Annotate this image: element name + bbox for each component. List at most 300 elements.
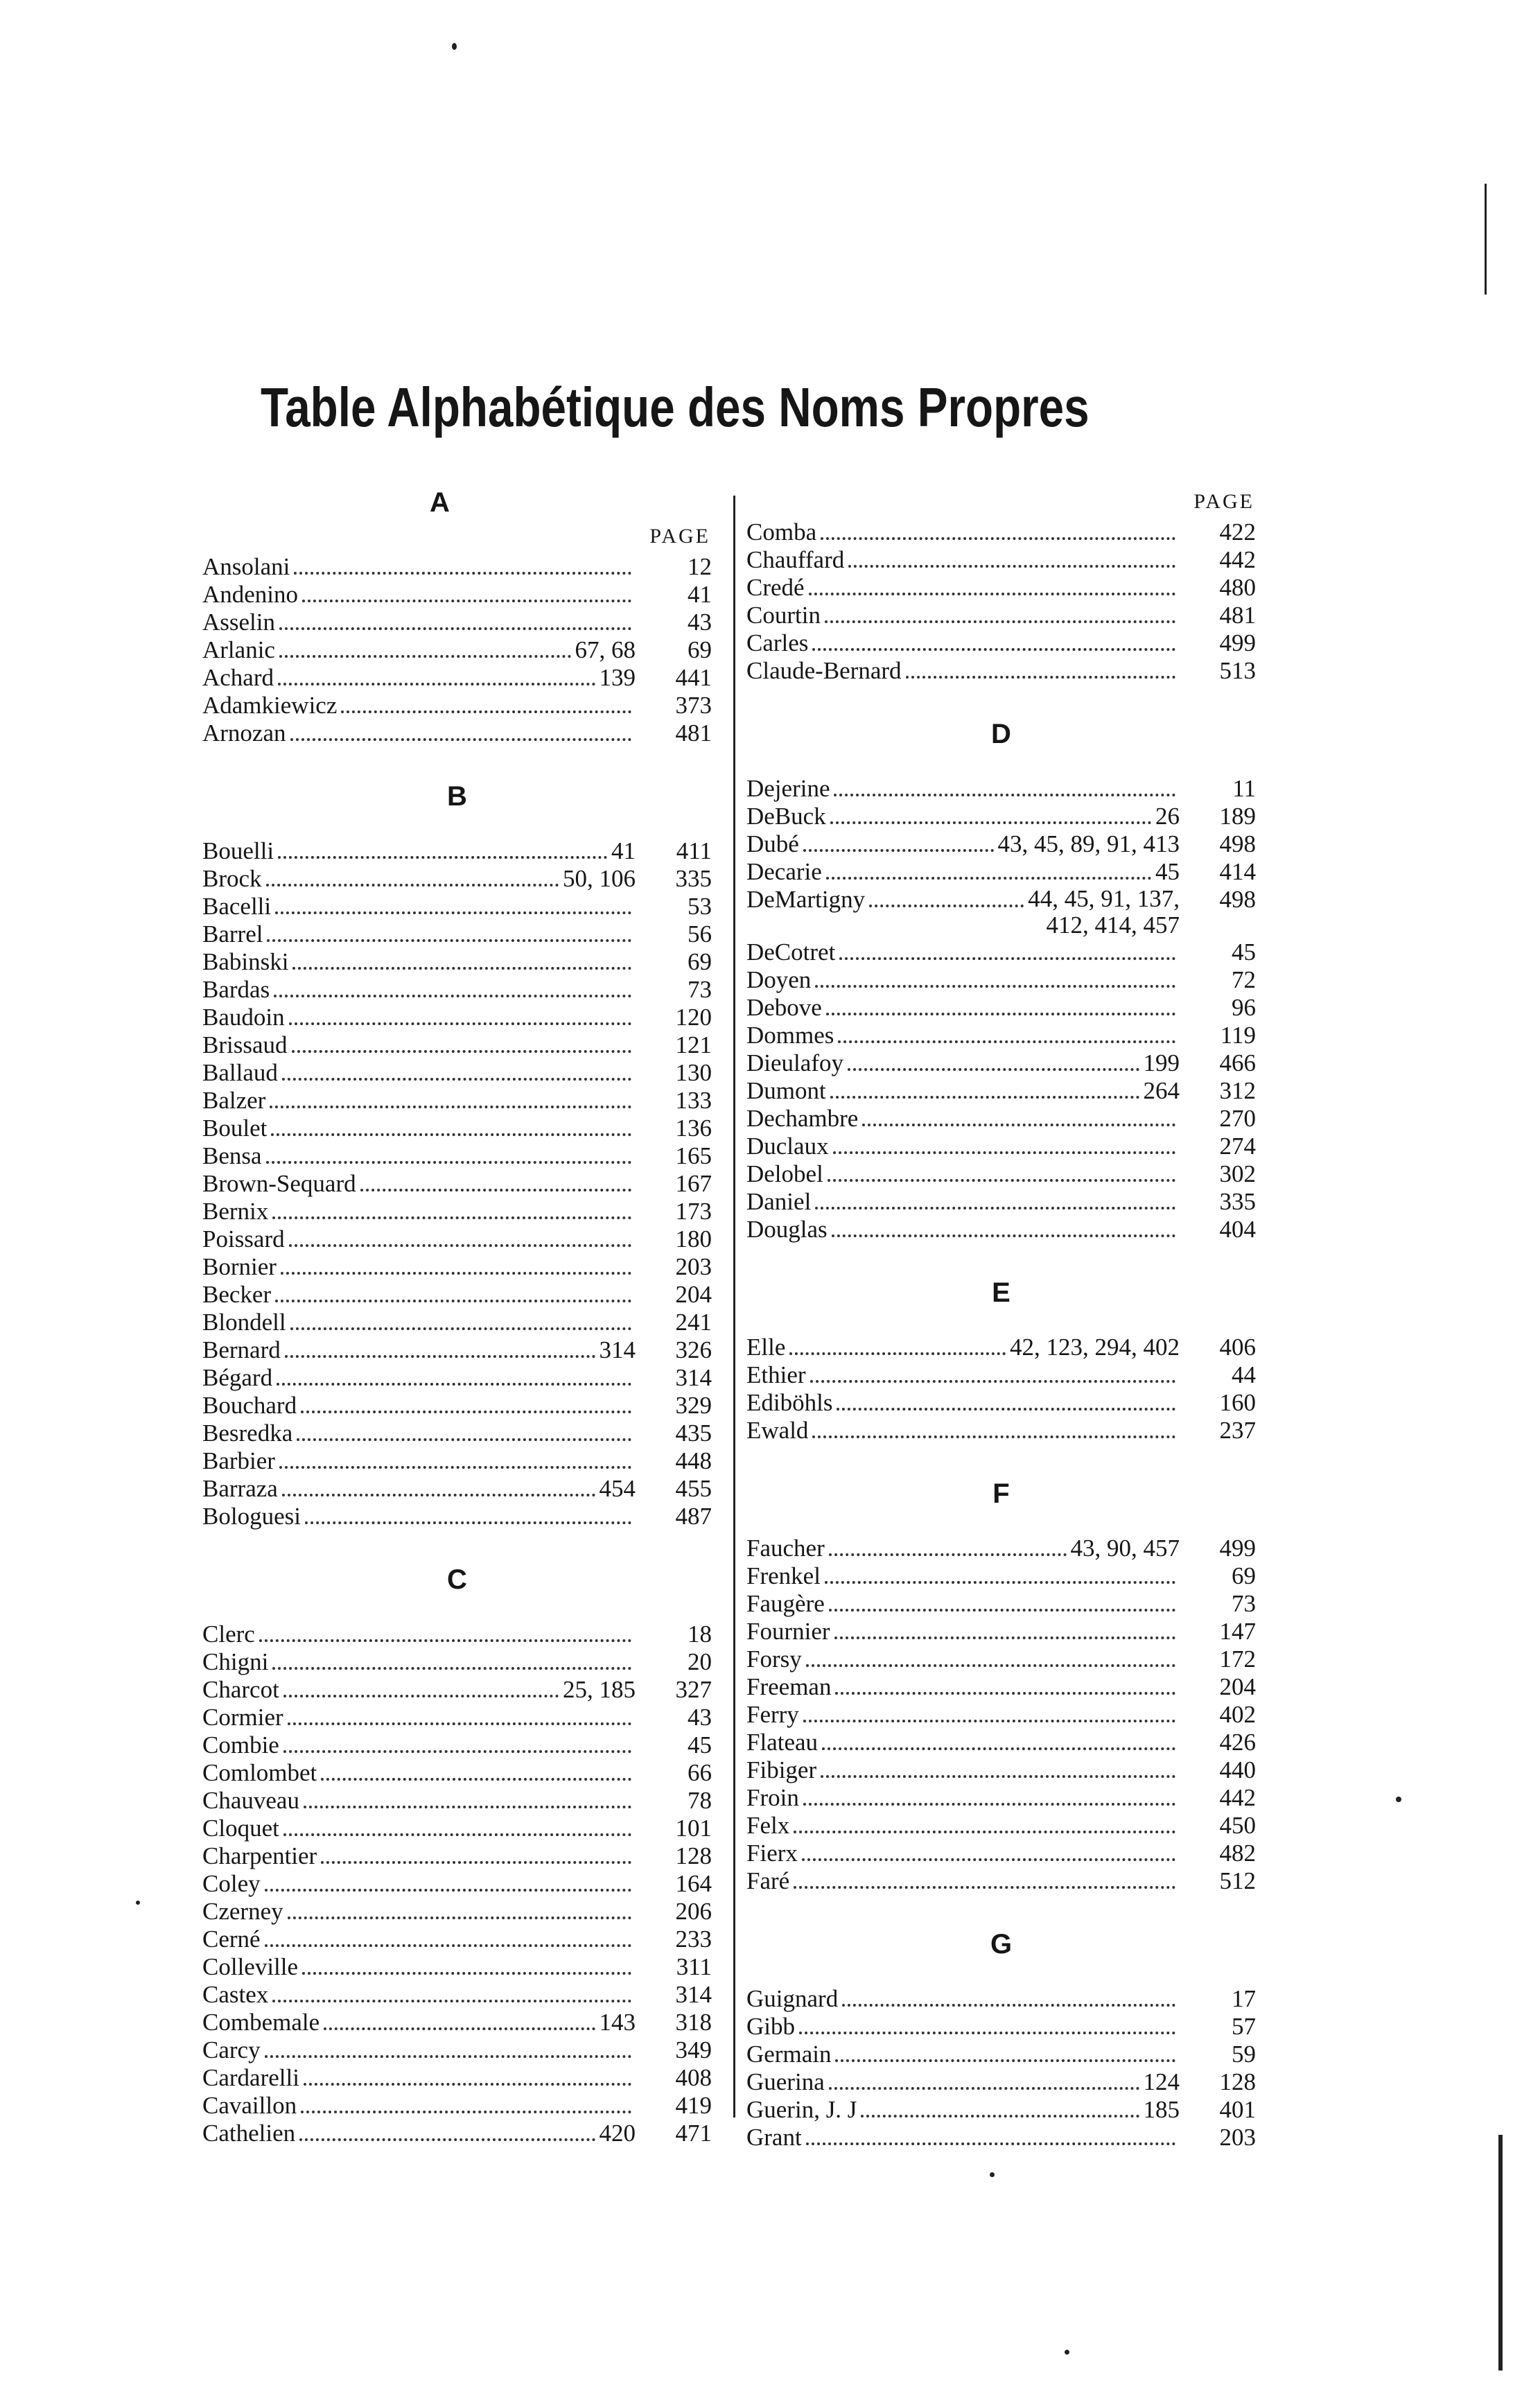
index-entry: [746, 574, 1256, 602]
entry-page: 401: [1219, 2096, 1256, 2123]
entry-page: 499: [1219, 629, 1256, 656]
dot-leader: [288, 1917, 631, 1919]
entry-name: Fournier: [746, 1618, 830, 1645]
index-entry: [746, 1867, 1256, 1895]
entry-name: Bardas: [202, 976, 270, 1003]
entry-name: Balzer: [202, 1087, 266, 1114]
scan-speck: [136, 1901, 140, 1905]
dot-leader: [825, 1581, 1175, 1584]
entry-page: 45: [1232, 939, 1256, 966]
index-entry: [202, 976, 712, 1004]
entry-name: Elle: [746, 1334, 786, 1361]
index-entry: [202, 837, 712, 865]
index-entry: [746, 1216, 1256, 1243]
entry-references: 67, 68: [575, 636, 636, 663]
index-entry: [746, 1105, 1256, 1133]
entry-page: 44: [1232, 1361, 1256, 1388]
entry-page: 233: [675, 1926, 712, 1953]
entry-page: 482: [1219, 1840, 1256, 1867]
section-letter-f: F: [992, 1478, 1010, 1509]
entry-name: Boulet: [202, 1115, 268, 1142]
entry-name: Ferry: [746, 1701, 799, 1728]
index-entry: [202, 1953, 712, 1981]
dot-leader: [324, 2027, 595, 2030]
entry-page: 119: [1220, 1022, 1256, 1049]
index-entry: [746, 2096, 1256, 2124]
entry-references: 264: [1143, 1077, 1180, 1104]
index-entry: [746, 1618, 1256, 1645]
index-entry: [202, 1031, 712, 1059]
dot-leader: [848, 1068, 1139, 1071]
entry-page: 498: [1219, 830, 1256, 857]
index-entry: [202, 1870, 712, 1898]
entry-name: Chauffard: [746, 546, 845, 573]
index-entry: [746, 2124, 1256, 2151]
entry-name: Bouchard: [202, 1392, 297, 1419]
dot-leader: [829, 1553, 1067, 1556]
entry-references: 26: [1155, 803, 1180, 830]
entry-name: DeBuck: [746, 803, 826, 830]
dot-leader: [272, 1667, 631, 1670]
dot-leader: [266, 1161, 631, 1164]
entry-name: DeCotret: [746, 939, 836, 966]
dot-leader: [869, 905, 1024, 907]
entry-name: Duclaux: [746, 1133, 829, 1160]
index-entry: [202, 1364, 712, 1392]
entry-name: Douglas: [746, 1216, 828, 1243]
dot-leader: [809, 593, 1175, 595]
section-spacer: [746, 1515, 1256, 1535]
index-entry: [202, 1648, 712, 1676]
entry-name: Charcot: [202, 1676, 279, 1703]
dot-leader: [282, 1494, 595, 1496]
dot-leader: [305, 1521, 631, 1524]
dot-leader: [848, 565, 1175, 568]
dot-leader: [830, 1096, 1139, 1099]
dot-leader: [275, 1300, 631, 1302]
entry-page: 203: [675, 1253, 712, 1280]
entry-page: 455: [675, 1475, 712, 1502]
entry-page: 442: [1219, 546, 1256, 573]
index-entry: [202, 1759, 712, 1787]
entry-name: DeMartigny: [746, 886, 866, 913]
entry-name: Felx: [746, 1812, 790, 1839]
index-entry: [746, 1389, 1256, 1417]
entry-page: 73: [688, 976, 712, 1003]
entry-name: Dubé: [746, 830, 799, 857]
dot-leader: [789, 1352, 1006, 1355]
dot-leader: [834, 794, 1175, 796]
section-letter-e: E: [992, 1277, 1010, 1308]
entry-name: Arlanic: [202, 636, 275, 663]
section-spacer: [746, 1314, 1256, 1334]
entry-name: Barbier: [202, 1447, 275, 1474]
entry-page: 56: [688, 920, 712, 948]
entry-page: 180: [675, 1225, 712, 1252]
entry-page: 450: [1219, 1812, 1256, 1839]
entry-name: Cerné: [202, 1926, 261, 1953]
entry-name: Asselin: [202, 609, 275, 636]
entry-name: Ethier: [746, 1361, 806, 1388]
entry-name: Claude-Bernard: [746, 657, 902, 684]
dot-leader: [799, 2032, 1175, 2034]
index-entry: [202, 1336, 712, 1364]
dot-leader: [289, 1244, 631, 1247]
entry-page: 172: [1219, 1645, 1256, 1673]
dot-leader: [279, 1466, 631, 1469]
entry-page: 206: [675, 1898, 712, 1925]
index-entry: [202, 1309, 712, 1336]
entry-page: 167: [675, 1170, 712, 1197]
dot-leader: [829, 2087, 1139, 2090]
dot-leader: [821, 537, 1175, 540]
entry-name: Clerc: [202, 1621, 255, 1648]
index-entry: [202, 1142, 712, 1170]
entry-page: 327: [675, 1676, 712, 1703]
index-entry: [746, 1188, 1256, 1216]
dot-leader: [360, 1189, 631, 1191]
entry-page: 335: [1219, 1188, 1256, 1215]
index-entry: [746, 2041, 1256, 2068]
dot-leader: [289, 1022, 631, 1025]
entry-page: 466: [1219, 1049, 1256, 1076]
index-entry: [202, 1926, 712, 1953]
dot-leader: [815, 985, 1175, 988]
dot-leader: [832, 1234, 1175, 1237]
scan-edge-mark: [1485, 184, 1487, 295]
entry-name: Bensa: [202, 1142, 262, 1169]
dot-leader: [839, 957, 1175, 960]
dot-leader: [803, 849, 994, 852]
entry-page: 43: [688, 609, 712, 636]
entry-page: 130: [675, 1059, 712, 1086]
index-entry: [746, 629, 1256, 657]
dot-leader: [292, 967, 631, 970]
entry-name: Daniel: [746, 1188, 812, 1215]
entry-page: 512: [1219, 1867, 1256, 1894]
index-entry: [746, 1535, 1256, 1562]
index-entry: [202, 1225, 712, 1253]
right-index-column: [746, 485, 1256, 2151]
entry-name: Achard: [202, 664, 274, 691]
index-entry: [746, 1160, 1256, 1188]
entry-name: Brown-Sequard: [202, 1170, 356, 1197]
dot-leader: [835, 1692, 1175, 1695]
entry-references: 43, 90, 457: [1070, 1535, 1180, 1562]
entry-page: 147: [1219, 1618, 1256, 1645]
index-entry: [202, 920, 712, 948]
index-entry: [202, 865, 712, 893]
entry-name: Ewald: [746, 1417, 809, 1444]
dot-leader: [271, 1133, 631, 1136]
entry-page: 78: [688, 1787, 712, 1814]
section-gap: [202, 747, 712, 775]
entry-name: Bernard: [202, 1336, 281, 1363]
entry-page: 302: [1219, 1160, 1256, 1187]
entry-name: Carles: [746, 629, 809, 656]
index-entry: [202, 1475, 712, 1503]
dot-leader: [281, 1272, 631, 1275]
entry-name: Freeman: [746, 1673, 832, 1700]
dot-leader: [279, 627, 631, 630]
dot-leader: [812, 1435, 1175, 1438]
dot-leader: [794, 1831, 1175, 1833]
dot-leader: [274, 995, 631, 997]
entry-page: 314: [675, 1981, 712, 2008]
entry-page: 440: [1219, 1756, 1256, 1783]
dot-leader: [822, 1747, 1175, 1750]
index-entry: [202, 2120, 712, 2147]
entry-name: Debove: [746, 994, 822, 1021]
index-entry: [202, 1704, 712, 1731]
index-entry: [746, 1361, 1256, 1389]
section-letter-d: D: [991, 719, 1011, 749]
scan-speck: [990, 2172, 995, 2177]
entry-page: 335: [675, 865, 712, 892]
entry-page: 128: [675, 1842, 712, 1869]
entry-name: Combie: [202, 1731, 279, 1758]
index-entry: [202, 1170, 712, 1198]
index-entry: [202, 1981, 712, 2009]
entry-page: 73: [1232, 1590, 1256, 1617]
dot-leader: [803, 1720, 1175, 1722]
entry-page: 481: [1219, 602, 1256, 629]
section-spacer: [202, 818, 712, 837]
entry-page: 136: [675, 1115, 712, 1142]
page-title: Table Alphabétique des Noms Propres: [261, 376, 1090, 438]
entry-name: Carcy: [202, 2036, 261, 2063]
index-entry: [746, 1756, 1256, 1784]
entry-references: 50, 106: [563, 865, 636, 892]
entry-name: Dieulafoy: [746, 1049, 843, 1076]
section-gap: [746, 1444, 1256, 1472]
index-entry: [746, 1673, 1256, 1701]
entry-name: Dejerine: [746, 775, 830, 802]
entry-page: 448: [675, 1447, 712, 1474]
entry-name: Germain: [746, 2041, 832, 2068]
dot-leader: [301, 1411, 631, 1413]
dot-leader: [825, 620, 1175, 623]
dot-leader: [794, 1886, 1175, 1889]
dot-leader: [321, 1861, 631, 1864]
entry-references: 199: [1143, 1049, 1180, 1076]
entry-name: Comlombet: [202, 1759, 317, 1786]
index-entry: [746, 1022, 1256, 1049]
scan-speck: [1065, 2350, 1069, 2355]
index-entry: [746, 1133, 1256, 1160]
entry-page: 419: [675, 2092, 712, 2119]
entry-name: Combemale: [202, 2009, 320, 2036]
entry-name: Charpentier: [202, 1842, 317, 1869]
entry-page: 314: [675, 1364, 712, 1391]
entry-page: 426: [1219, 1729, 1256, 1756]
entry-page: 133: [675, 1087, 712, 1114]
entry-name: Chigni: [202, 1648, 269, 1675]
entry-page: 402: [1219, 1701, 1256, 1728]
dot-leader: [277, 1383, 631, 1386]
index-entry: [746, 858, 1256, 886]
entry-page: 69: [688, 948, 712, 975]
entry-page: 498: [1219, 886, 1256, 913]
entry-name: Adamkiewicz: [202, 692, 338, 719]
dot-leader: [290, 738, 631, 741]
entry-references: 143: [599, 2009, 636, 2036]
entry-name: Baudoin: [202, 1004, 285, 1031]
dot-leader: [283, 1695, 559, 1697]
entry-page: 513: [1219, 657, 1256, 684]
dot-leader: [290, 1327, 631, 1330]
entry-page: 165: [675, 1142, 712, 1169]
index-entry: [202, 1004, 712, 1031]
entry-name: Besredka: [202, 1420, 293, 1447]
index-entry: [202, 1059, 712, 1087]
entry-name: Bornier: [202, 1253, 277, 1280]
entry-page: 96: [1232, 994, 1256, 1021]
index-entry: [746, 657, 1256, 685]
entry-page: 499: [1219, 1535, 1256, 1562]
index-entry: [202, 1198, 712, 1225]
index-entry: [202, 1503, 712, 1530]
entry-name: Cardarelli: [202, 2064, 299, 2091]
entry-page: 411: [676, 837, 712, 864]
entry-name: Cormier: [202, 1704, 283, 1731]
dot-leader: [821, 1775, 1175, 1778]
index-entry: [202, 2009, 712, 2036]
entry-name: Bacelli: [202, 893, 272, 920]
section-spacer: [202, 1601, 712, 1621]
entry-name: Frenkel: [746, 1562, 821, 1589]
entry-page: 18: [688, 1621, 712, 1648]
index-entry: [202, 893, 712, 920]
entry-page: 160: [1219, 1389, 1256, 1416]
entry-page: 204: [675, 1281, 712, 1308]
entry-page: 189: [1219, 803, 1256, 830]
entry-page: 442: [1219, 1784, 1256, 1811]
dot-leader: [301, 2111, 631, 2113]
entry-name: Decarie: [746, 858, 822, 885]
left-index-column: [202, 485, 712, 2147]
index-entry: [746, 1417, 1256, 1444]
entry-name: Flateau: [746, 1729, 819, 1756]
entry-references: 420: [599, 2120, 636, 2147]
entry-page: 101: [675, 1815, 712, 1842]
entry-page: 237: [1219, 1417, 1256, 1444]
dot-leader: [267, 939, 631, 942]
index-entry: [202, 1447, 712, 1475]
entry-references: 44, 45, 91, 137, 412, 414, 457: [1028, 886, 1180, 939]
page-column-header: PAGE: [1193, 490, 1254, 513]
index-entry: [202, 636, 712, 664]
index-entry: [746, 1784, 1256, 1812]
entry-page: 422: [1219, 518, 1256, 545]
entry-name: Brock: [202, 865, 262, 892]
entry-name: Arnozan: [202, 719, 286, 747]
entry-page: 349: [675, 2036, 712, 2063]
dot-leader: [833, 1151, 1175, 1154]
entry-page: 12: [688, 553, 712, 580]
index-entry: [202, 2064, 712, 2092]
index-entry: [746, 1729, 1256, 1756]
dot-leader: [302, 600, 631, 602]
entry-name: Dechambre: [746, 1105, 859, 1132]
entry-name: Chauveau: [202, 1787, 299, 1814]
entry-name: Cavaillon: [202, 2092, 297, 2119]
dot-leader: [265, 2055, 631, 2058]
dot-leader: [835, 2059, 1175, 2062]
index-entry: [746, 1701, 1256, 1729]
index-entry: [202, 719, 712, 747]
index-entry: [202, 664, 712, 692]
entry-name: Castex: [202, 1981, 269, 2008]
dot-leader: [297, 1438, 631, 1441]
index-entry: [202, 1621, 712, 1648]
entry-page: 480: [1219, 574, 1256, 601]
dot-leader: [285, 1355, 595, 1358]
entry-page: 270: [1219, 1105, 1256, 1132]
entry-page: 487: [675, 1503, 712, 1530]
dot-leader: [299, 2138, 595, 2141]
entry-name: Fierx: [746, 1840, 798, 1867]
entry-references: 314: [599, 1336, 636, 1363]
dot-leader: [810, 1380, 1175, 1383]
section-letter-a: A: [430, 487, 450, 518]
dot-leader: [906, 676, 1175, 679]
entry-page: 72: [1232, 966, 1256, 993]
dot-leader: [302, 1972, 631, 1975]
dot-leader: [266, 884, 559, 887]
dot-leader: [830, 821, 1151, 824]
entry-name: Faugère: [746, 1590, 825, 1617]
entry-page: 128: [1219, 2068, 1256, 2095]
entry-name: Fibiger: [746, 1756, 817, 1783]
entry-name: Faré: [746, 1867, 790, 1894]
entry-references: 139: [599, 664, 636, 691]
index-entry: [746, 1985, 1256, 2013]
dot-leader: [812, 648, 1175, 651]
index-entry: [202, 692, 712, 719]
entry-name: Ballaud: [202, 1059, 278, 1086]
dot-leader: [275, 911, 631, 914]
entry-page: 311: [676, 1953, 712, 1980]
index-entry: [746, 939, 1256, 966]
section-spacer: [746, 1966, 1256, 1985]
dot-leader: [321, 1778, 631, 1781]
entry-references: 42, 123, 294, 402: [1010, 1334, 1180, 1361]
section-letter-c: C: [447, 1564, 467, 1595]
entry-name: Credé: [746, 574, 805, 601]
dot-leader: [806, 1664, 1175, 1667]
entry-page: 404: [1219, 1216, 1256, 1243]
dot-leader: [862, 1124, 1175, 1126]
dot-leader: [834, 1636, 1175, 1639]
index-entry: [202, 2092, 712, 2120]
dot-leader: [837, 1408, 1175, 1411]
entry-page: 121: [675, 1031, 712, 1058]
index-entry: [746, 546, 1256, 574]
index-entry: [202, 1253, 712, 1281]
scan-speck: [452, 43, 457, 50]
entry-page: 414: [1219, 858, 1256, 885]
entry-name: Gibb: [746, 2013, 795, 2040]
index-entry: [746, 1077, 1256, 1105]
section-spacer: [746, 756, 1256, 775]
entry-name: Bernix: [202, 1198, 269, 1225]
index-entry: [746, 1840, 1256, 1867]
entry-page: 120: [675, 1004, 712, 1031]
index-entry: [746, 1645, 1256, 1673]
index-entry: [202, 948, 712, 976]
entry-page: 20: [688, 1648, 712, 1675]
